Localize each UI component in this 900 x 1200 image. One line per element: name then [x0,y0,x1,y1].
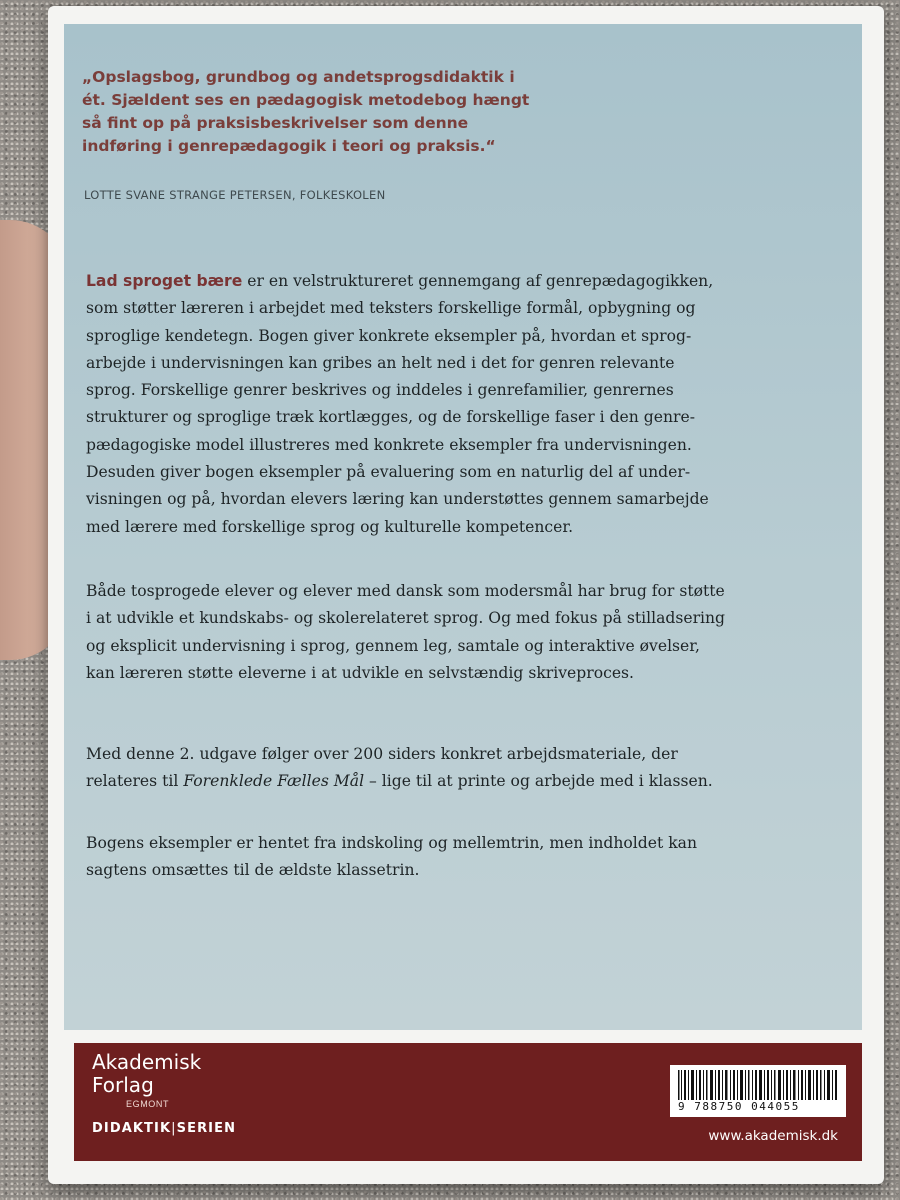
paragraph-1-text: er en velstruktureret gennemgang af genrepædagogikken, som støtter læreren i arbejdet med teksters forskellige formål, opbygning og sproglige kendetegn. Bogen giver konkrete eksempler på, hvordan et sprogarbejde i undervisningen kan gribes an helt ned i det for genren relevante sprog. Forskellige genrer beskrives og inddeles i genrefamilier, genrernes strukturer og sproglige træk kortlægges, og de forskellige faser i den genrepædagogiske model illustreres med konkrete eksempler fra undervisningen. Desuden giver bogen eksempler på evaluering som en naturlig del af undervisningen og på, hvordan elevers læring kan understøttes gennem samarbejde med lærere med forskellige sprog og kulturelle kompetencer. [86,272,714,536]
description-paragraph-3 [86,741,726,796]
paragraph-3-after: – lige til at printe og arbejde med i klassen. [364,772,713,791]
description-paragraph-2: Både tosprogede elever og elever med dansk som modersmål har brug for støtte i at udvikle et kundskabs- og skolerelateret sprog. Og med fokus på stilladsering og eksplicit undervisning i sprog, gennem leg, samtale og interaktive øvelser, kan læreren støtte eleverne i at udvikle en selvstændig skriveproces. [86,582,726,682]
paragraph-3-italic: Forenklede Fælles Mål [183,772,365,791]
series-left: DIDAKTIK [92,1121,172,1136]
description-paragraph-4: Bogens eksempler er hentet fra indskoling og mellemtrin, men indholdet kan sagtens omsættes til de ældste klassetrin. [86,834,697,880]
publisher-logo-line-1: Akademisk [92,1050,202,1074]
publisher-logo-sub: EGMONT [126,1099,170,1109]
review-author: LOTTE SVANE STRANGE PETERSEN, FOLKESKOLEN [84,188,386,202]
series-right: SERIEN [176,1121,237,1136]
description-paragraph-1 [86,268,726,541]
barcode [670,1065,846,1117]
review-quote: „Opslagsbog, grundbog og andetsprogsdidaktik i ét. Sjældent ses en pædagogisk metodebog hængt så fint op på praksisbeskrivelser som denne indføring i genrepædagogik i teori og praksis.“ [82,68,530,155]
paragraph-3-before: Med denne 2. udgave følger over 200 siders konkret arbejdsmateriale, der relateres til [86,745,678,791]
publisher-url: www.akademisk.dk [708,1128,838,1144]
barcode-lines-icon [676,1070,840,1100]
book-title-lead: Lad sproget bære [86,272,243,290]
isbn-number: 9 788750 044055 [678,1100,800,1113]
series-label [92,1121,236,1136]
publisher-logo-line-2: Forlag [92,1073,154,1097]
series-separator: | [171,1121,177,1136]
